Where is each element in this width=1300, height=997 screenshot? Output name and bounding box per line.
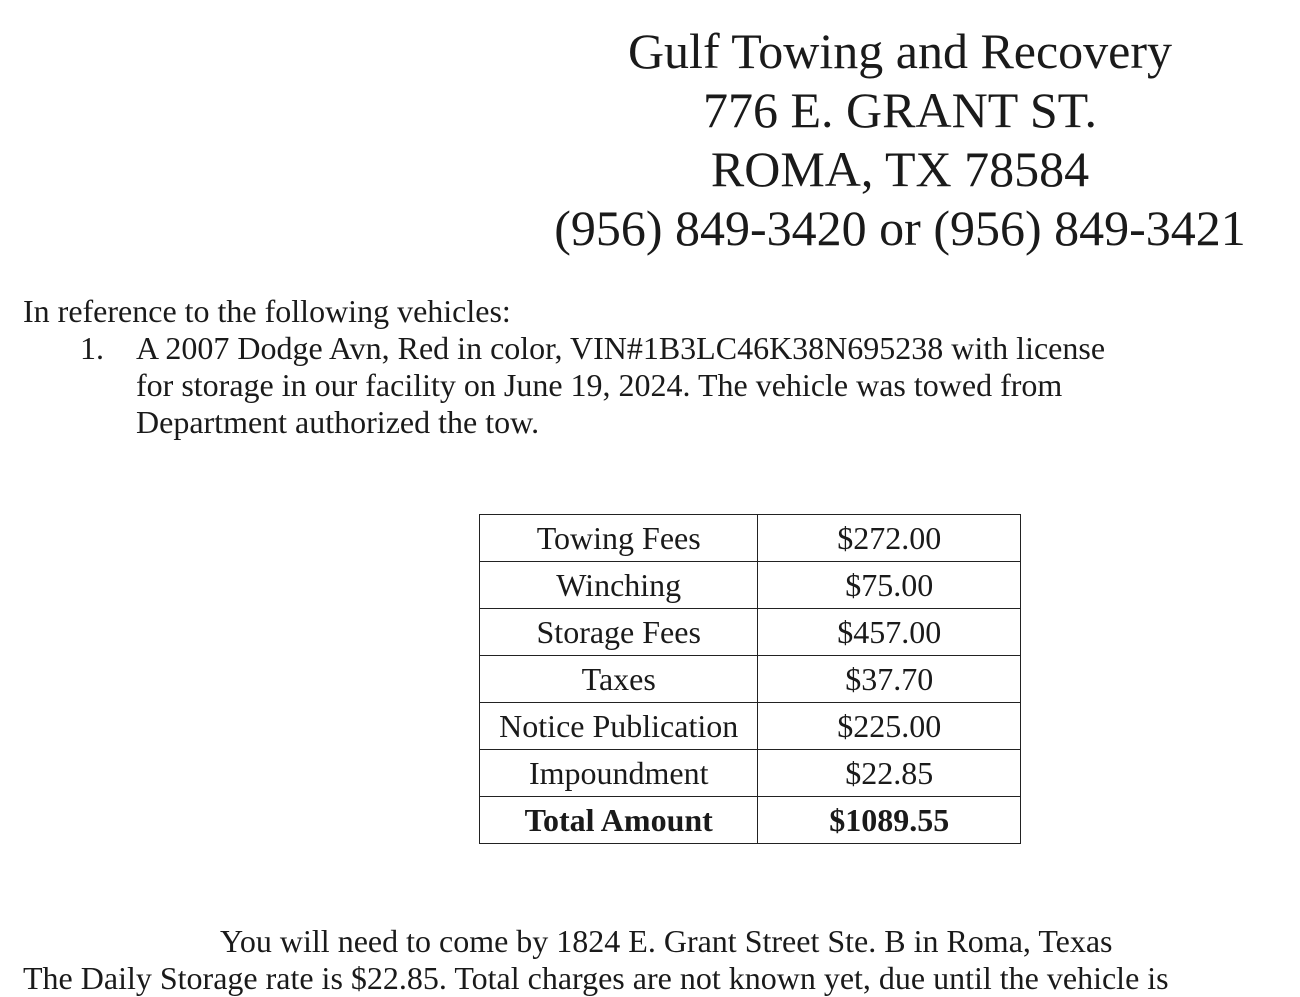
company-city: ROMA, TX 78584: [710, 141, 1090, 197]
vehicle-line: for storage in our facility on June 19, 2024. The vehicle was towed from: [136, 367, 1063, 403]
fee-amount: $225.00: [758, 703, 1021, 750]
fee-amount: $272.00: [758, 515, 1021, 562]
table-row: [480, 609, 1021, 656]
vehicle-description: [136, 330, 1105, 441]
company-phones: (956) 849-3420 or (956) 849-3421: [554, 200, 1246, 256]
fee-amount: $457.00: [758, 609, 1021, 656]
closing-line: The Daily Storage rate is $22.85. Total charges are not known yet, due until the vehicle is: [23, 960, 1169, 996]
company-name: Gulf Towing and Recovery: [627, 23, 1173, 79]
closing-line: You will need to come by 1824 E. Grant Street Ste. B in Roma, Texas: [220, 923, 1113, 959]
vehicle-number: 1.: [80, 330, 104, 366]
total-row: [480, 797, 1021, 844]
fees-table: [479, 514, 1021, 844]
table-row: [480, 656, 1021, 703]
fee-amount: $37.70: [758, 656, 1021, 703]
table-row: [480, 515, 1021, 562]
intro-text: In reference to the following vehicles:: [23, 293, 511, 329]
fee-label: Notice Publication: [480, 703, 758, 750]
vehicle-line: Department authorized the tow.: [136, 404, 540, 440]
fee-label: Taxes: [480, 656, 758, 703]
table-row: [480, 703, 1021, 750]
total-amount: $1089.55: [758, 797, 1021, 844]
fee-label: Storage Fees: [480, 609, 758, 656]
company-street: 776 E. GRANT ST.: [703, 82, 1097, 138]
fee-label: Impoundment: [480, 750, 758, 797]
fee-amount: $22.85: [758, 750, 1021, 797]
letterhead: [500, 22, 1300, 258]
total-label: Total Amount: [480, 797, 758, 844]
table-row: [480, 562, 1021, 609]
table-row: [480, 750, 1021, 797]
fee-amount: $75.00: [758, 562, 1021, 609]
fee-label: Winching: [480, 562, 758, 609]
vehicle-line: A 2007 Dodge Avn, Red in color, VIN#1B3LC46K38N695238 with license: [136, 330, 1106, 366]
fee-label: Towing Fees: [480, 515, 758, 562]
